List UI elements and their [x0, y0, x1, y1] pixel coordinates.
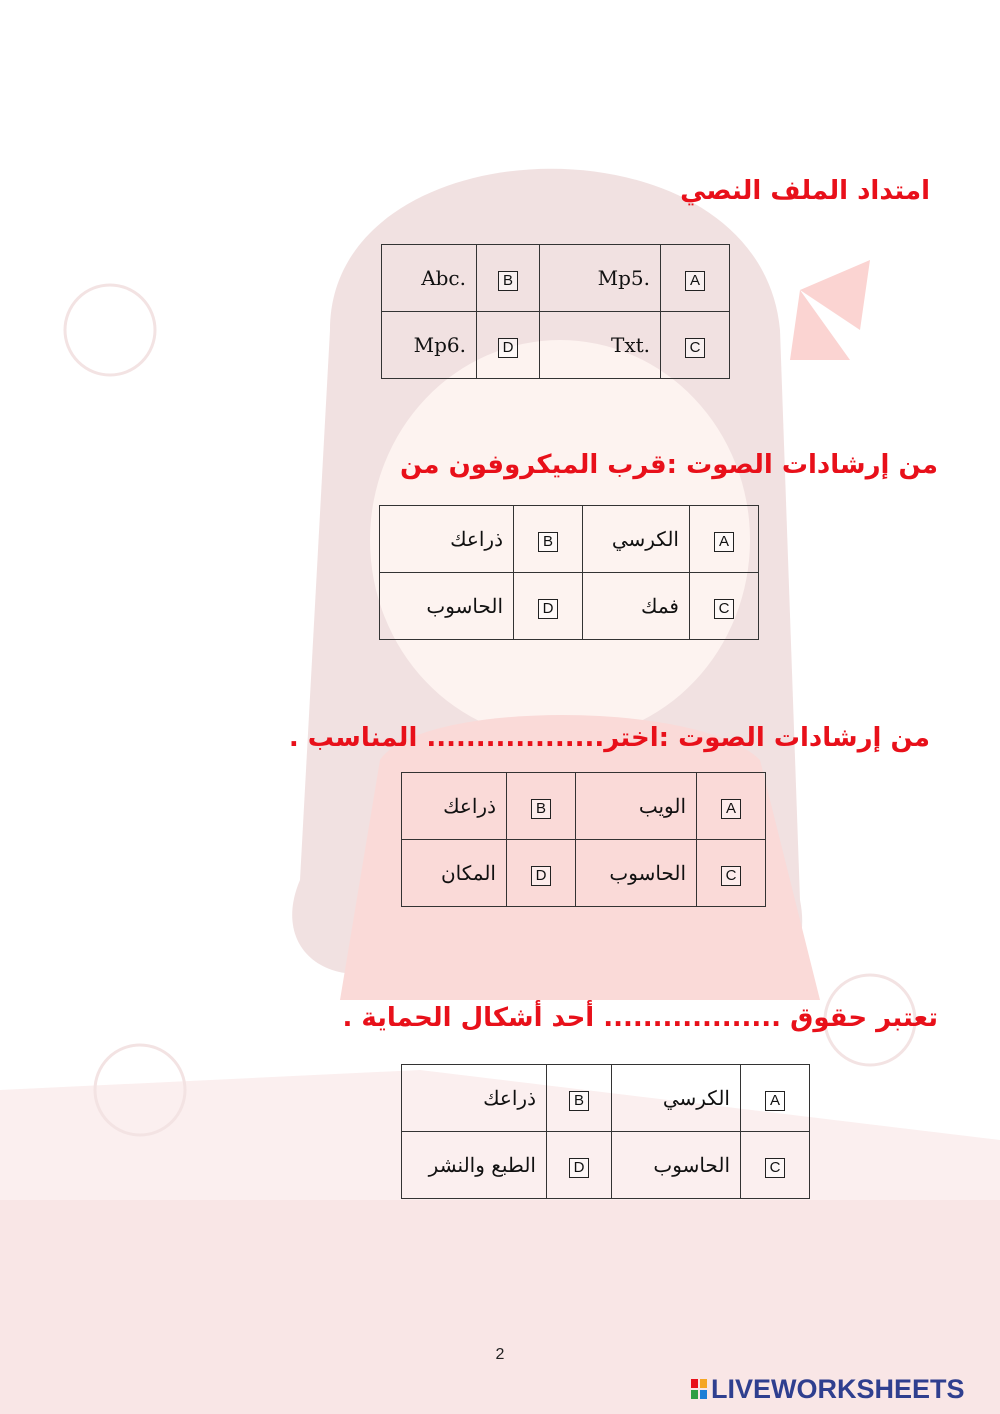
option-b-checkbox[interactable]: B: [547, 1065, 612, 1132]
brand-name: LIVEWORKSHEETS: [711, 1373, 965, 1404]
option-d-text: الحاسوب: [380, 573, 514, 640]
option-d-text: المكان: [402, 840, 507, 907]
option-c-checkbox[interactable]: C: [741, 1132, 810, 1199]
option-a-text: .Mp5: [540, 245, 661, 312]
option-d-checkbox[interactable]: D: [514, 573, 583, 640]
option-a-text: الكرسي: [612, 1065, 741, 1132]
option-b-checkbox[interactable]: B: [514, 506, 583, 573]
question-4-options: [401, 1064, 810, 1199]
page-number: 2: [495, 1346, 505, 1363]
option-d-text: الطبع والنشر: [402, 1132, 547, 1199]
option-b-text: ذراعك: [380, 506, 514, 573]
question-2-title: من إرشادات الصوت :قرب الميكروفون من: [400, 450, 938, 480]
option-b-checkbox[interactable]: B: [507, 773, 576, 840]
option-c-text: .Txt: [540, 312, 661, 379]
option-b-text: ذراعك: [402, 773, 507, 840]
liveworksheets-logo: [690, 1373, 965, 1405]
option-d-checkbox[interactable]: D: [507, 840, 576, 907]
question-3-title: من إرشادات الصوت :اختر.................. المناسب .: [288, 723, 930, 753]
question-3-options: [401, 772, 766, 907]
option-c-checkbox[interactable]: C: [661, 312, 730, 379]
option-c-text: الحاسوب: [576, 840, 697, 907]
option-a-text: الويب: [576, 773, 697, 840]
option-a-checkbox[interactable]: A: [697, 773, 766, 840]
option-d-checkbox[interactable]: D: [547, 1132, 612, 1199]
question-2-options: [379, 505, 759, 640]
liveworksheets-logo-icon: [690, 1378, 708, 1400]
option-a-checkbox[interactable]: A: [741, 1065, 810, 1132]
option-d-checkbox[interactable]: D: [477, 312, 540, 379]
option-a-checkbox[interactable]: A: [690, 506, 759, 573]
option-c-text: الحاسوب: [612, 1132, 741, 1199]
option-a-text: الكرسي: [583, 506, 690, 573]
option-d-text: .Mp6: [382, 312, 477, 379]
option-a-checkbox[interactable]: A: [661, 245, 730, 312]
option-b-text: ذراعك: [402, 1065, 547, 1132]
question-4-title: تعتبر حقوق .................. أحد أشكال الحماية .: [342, 1003, 938, 1033]
option-b-checkbox[interactable]: B: [477, 245, 540, 312]
option-c-checkbox[interactable]: C: [697, 840, 766, 907]
option-b-text: .Abc: [382, 245, 477, 312]
option-c-text: فمك: [583, 573, 690, 640]
question-1-title: امتداد الملف النصي: [680, 176, 930, 206]
question-1-options: [381, 244, 730, 379]
option-c-checkbox[interactable]: C: [690, 573, 759, 640]
